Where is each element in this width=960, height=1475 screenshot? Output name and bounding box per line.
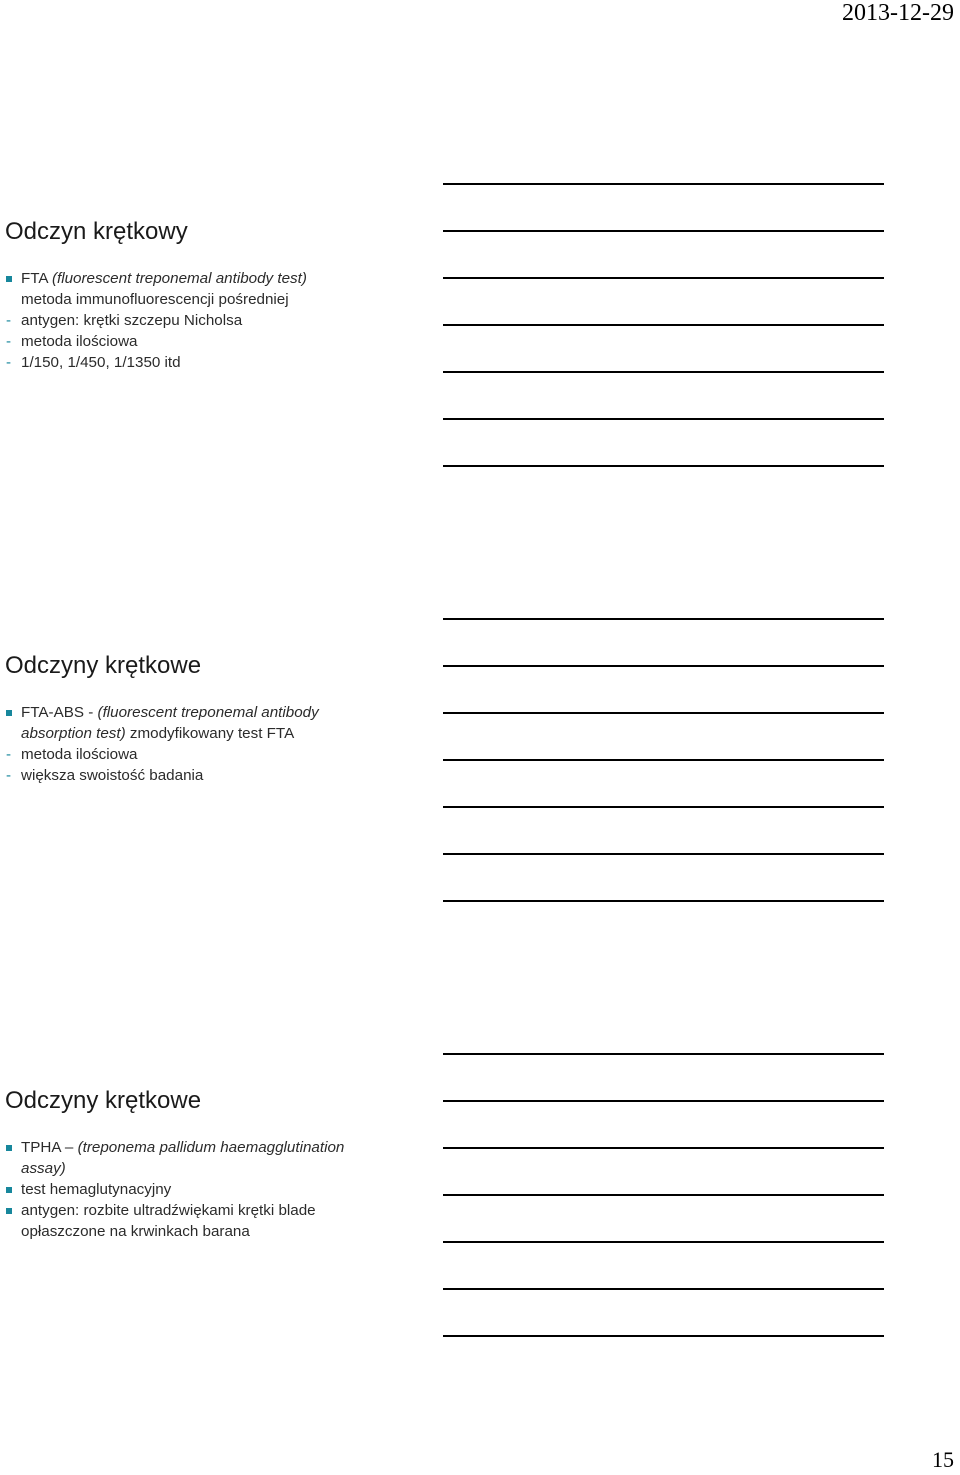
bullet-item	[6, 268, 346, 310]
sub-item	[6, 331, 346, 352]
note-line	[443, 712, 884, 714]
slide-title: Odczyny krętkowe	[5, 1087, 202, 1114]
note-line	[443, 665, 884, 667]
item-text: większa swoistość badania	[21, 767, 204, 784]
dash-marker: -	[6, 312, 12, 329]
note-line	[443, 1288, 884, 1290]
slide-items	[6, 1137, 346, 1242]
item-text: antygen: krętki szczepu Nicholsa	[21, 312, 243, 329]
note-line	[443, 853, 884, 855]
item-text: FTA-ABS -	[21, 704, 98, 721]
sub-item	[6, 765, 346, 786]
dash-marker: -	[6, 767, 12, 784]
note-line	[443, 324, 884, 326]
note-line	[443, 465, 884, 467]
slide-title: Odczyn krętkowy	[5, 218, 188, 245]
item-text-italic: (treponema pallidum haemagglutination assay)	[21, 1139, 345, 1177]
slide-title: Odczyny krętkowe	[5, 652, 202, 679]
item-text: TPHA –	[21, 1139, 78, 1156]
sub-item	[6, 352, 346, 373]
dash-marker: -	[6, 333, 12, 350]
item-text-italic: (fluorescent treponemal antibody absorption test)	[21, 704, 319, 742]
dash-marker: -	[6, 354, 12, 371]
item-text-italic: (fluorescent treponemal antibody test)	[51, 270, 307, 287]
note-line	[443, 277, 884, 279]
note-line	[443, 759, 884, 761]
note-line	[443, 183, 884, 185]
item-text: antygen: rozbite ultradźwiękami krętki blade opłaszczone na krwinkach barana	[21, 1202, 316, 1240]
note-line	[443, 1147, 884, 1149]
bullet-item	[6, 1179, 346, 1200]
slide-items	[6, 268, 346, 373]
note-line	[443, 230, 884, 232]
note-line	[443, 1241, 884, 1243]
item-text: metoda immunofluorescencji pośredniej	[21, 291, 289, 308]
note-line	[443, 806, 884, 808]
note-line	[443, 1053, 884, 1055]
note-line	[443, 371, 884, 373]
note-line	[443, 900, 884, 902]
note-line	[443, 1335, 884, 1337]
slide-items	[6, 702, 346, 786]
item-text: FTA	[21, 270, 52, 287]
sub-item	[6, 744, 346, 765]
slide-1-content	[6, 218, 346, 373]
bullet-item	[6, 1200, 346, 1242]
page-number: 15	[932, 1447, 954, 1472]
bullet-item	[6, 702, 346, 744]
note-line	[443, 418, 884, 420]
note-line	[443, 1194, 884, 1196]
item-text: metoda ilościowa	[21, 333, 138, 350]
slide-2-content	[6, 652, 346, 786]
note-line	[443, 1100, 884, 1102]
document-date: 2013-12-29	[842, 0, 954, 26]
bullet-item	[6, 1137, 346, 1179]
item-text: metoda ilościowa	[21, 746, 138, 763]
item-text: zmodyfikowany test FTA	[125, 725, 295, 742]
item-text: 1/150, 1/450, 1/1350 itd	[21, 354, 181, 371]
sub-item	[6, 310, 346, 331]
dash-marker: -	[6, 746, 12, 763]
item-text: test hemaglutynacyjny	[21, 1181, 172, 1198]
slide-3-content	[6, 1087, 346, 1242]
note-line	[443, 618, 884, 620]
